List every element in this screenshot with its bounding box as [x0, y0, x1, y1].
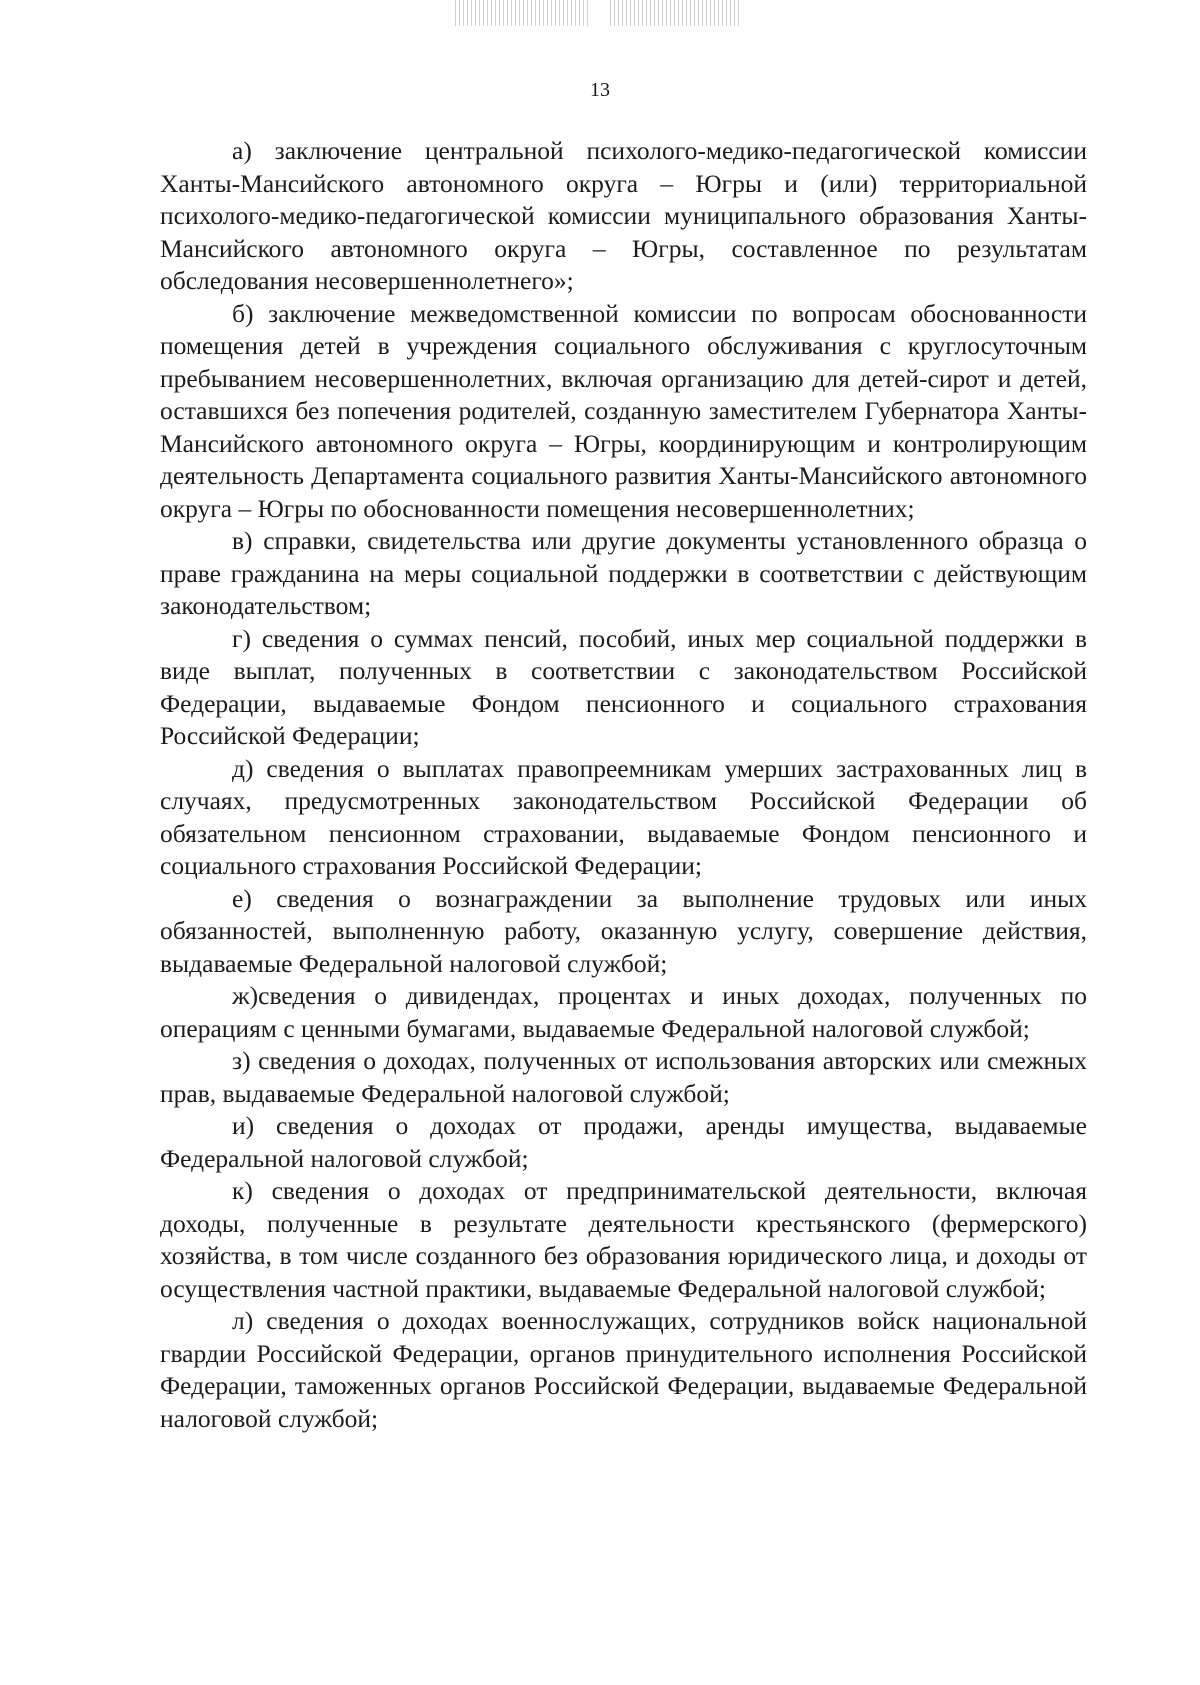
- list-item-k: [160, 1175, 1087, 1305]
- item-text: заключение центральной психолого-медико-педагогической комиссии Ханты-Мансийского автономного округа – Югры и (или) территориальной психолого-медико-педагогической комиссии муниципального образования Ханты-Мансийского автономного округа – Югры, составленное по результатам обследования несовершеннолетнего»;: [160, 136, 1087, 295]
- item-letter: г): [232, 623, 251, 653]
- item-text: сведения о суммах пенсий, пособий, иных мер социальной поддержки в виде выплат, полученных в соответствии с законодательством Российской Федерации, выдаваемые Фондом пенсионного и социального страхования Российской Федерации;: [160, 623, 1087, 750]
- item-letter: в): [232, 526, 253, 555]
- item-text: сведения о доходах военнослужащих, сотрудников войск национальной гвардии Российской Федерации, органов принудительного исполнения Российской Федерации, таможенных органов Российской Федерации, выдаваемые Федеральной налоговой службой;: [160, 1306, 1087, 1433]
- item-letter: к): [232, 1176, 253, 1205]
- list-item-g: [160, 623, 1087, 753]
- page-number: 13: [590, 79, 610, 101]
- item-letter: а): [232, 136, 252, 165]
- item-letter: л): [232, 1306, 254, 1335]
- item-text: сведения о доходах от предпринимательской деятельности, включая доходы, полученные в результате деятельности крестьянского (фермерского) хозяйства, в том числе созданного без образования юридического лица, и доходы от осуществления частной практики, выдаваемые Федеральной налоговой службой;: [160, 1176, 1087, 1303]
- item-letter: б): [232, 298, 254, 328]
- item-letter: з): [232, 1046, 251, 1075]
- list-item-a: [160, 135, 1087, 298]
- item-text: сведения о дивидендах, процентах и иных доходах, полученных по операциям с ценными бумагами, выдаваемые Федеральной налоговой службой;: [160, 981, 1087, 1043]
- list-item-zh: [160, 980, 1087, 1045]
- list-item-d: [160, 753, 1087, 883]
- item-text: сведения о вознаграждении за выполнение трудовых или иных обязанностей, выполненную работу, оказанную услугу, совершение действия, выдаваемые Федеральной налоговой службой;: [160, 883, 1087, 978]
- scan-artifact: [610, 0, 740, 26]
- list-item-v: [160, 525, 1087, 623]
- item-text: сведения о выплатах правопреемникам умерших застрахованных лиц в случаях, предусмотренных законодательством Российской Федерации об обязательном пенсионном страховании, выдаваемые Фондом пенсионного и социального страхования Российской Федерации;: [160, 753, 1087, 880]
- list-item-l: [160, 1305, 1087, 1435]
- item-letter: д): [232, 753, 254, 783]
- item-letter: ж): [232, 981, 259, 1010]
- item-letter: и): [232, 1111, 255, 1140]
- list-item-i: [160, 1110, 1087, 1175]
- list-item-z: [160, 1045, 1087, 1110]
- list-item-b: [160, 298, 1087, 526]
- document-body: [160, 135, 1087, 1435]
- scan-artifact: [455, 0, 590, 26]
- item-text: справки, свидетельства или другие документы установленного образца о праве гражданина на меры социальной поддержки в соответствии с действующим законодательством;: [160, 526, 1088, 620]
- list-item-e: [160, 883, 1087, 981]
- item-letter: е): [232, 883, 252, 913]
- item-text: сведения о доходах от продажи, аренды имущества, выдаваемые Федеральной налоговой службой;: [160, 1111, 1087, 1173]
- item-text: заключение межведомственной комиссии по вопросам обоснованности помещения детей в учреждения социального обслуживания с круглосуточным пребыванием несовершеннолетних, включая организацию для детей-сирот и детей, оставшихся без попечения родителей, созданную заместителем Губернатора Ханты-Мансийского автономного округа – Югры, координирующим и контролирующим деятельность Департамента социального развития Ханты-Мансийского автономного округа – Югры по обоснованности помещения несовершеннолетних;: [160, 298, 1087, 523]
- item-text: сведения о доходах, полученных от использования авторских или смежных прав, выдаваемые Федеральной налоговой службой;: [160, 1046, 1088, 1108]
